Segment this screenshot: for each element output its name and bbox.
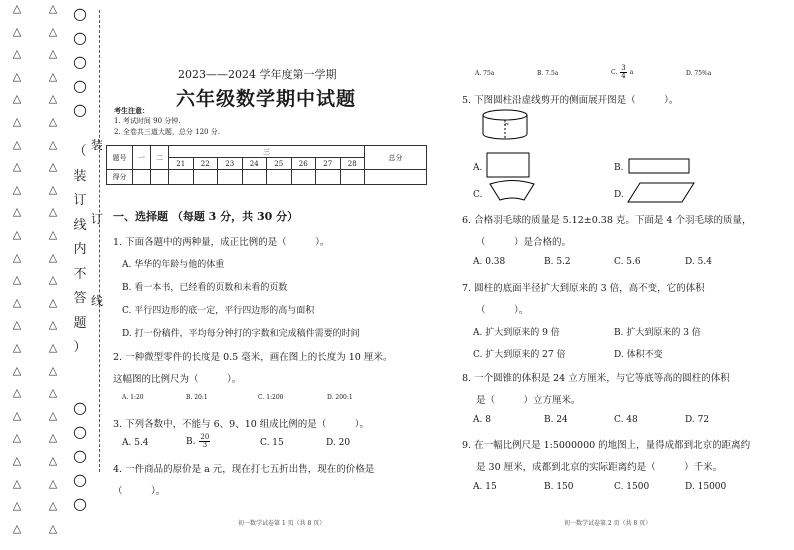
q6-option-a: A. 0.38 <box>473 257 506 267</box>
triangle-icon: △ <box>12 250 22 264</box>
q3-option-a: A. 5.4 <box>122 438 149 448</box>
margin-circles-top <box>70 2 90 122</box>
q8-option-b: B. 24 <box>544 415 568 425</box>
triangle-icon: △ <box>12 408 22 422</box>
triangle-icon: △ <box>48 341 58 354</box>
question-5: 5. 下图圆柱沿虚线剪开的侧面展开图是（ ）。 <box>462 95 679 106</box>
score-table-header: 题号 <box>107 146 133 170</box>
triangle-icon: △ <box>12 69 22 83</box>
q5-option-b: B. <box>614 163 624 173</box>
q9-option-a: A. 15 <box>473 482 497 492</box>
triangle-icon: △ <box>48 205 58 219</box>
triangle-icon: △ <box>12 476 22 490</box>
rectangle-shape <box>628 158 692 176</box>
triangle-icon: △ <box>48 92 58 106</box>
triangle-icon: △ <box>48 363 58 377</box>
q4-option-b: B. 7.5a <box>537 70 559 77</box>
section-title: 一、选择题 （每题 3 分，共 30 分） <box>113 210 299 223</box>
circle-icon: ○ <box>73 100 87 119</box>
triangle-icon: △ <box>48 250 58 264</box>
triangle-icon: △ <box>48 476 58 490</box>
notice-heading: 考生注意： <box>114 106 149 115</box>
triangle-icon: △ <box>12 499 22 513</box>
q1-option-c: C. 平行四边形的底一定，平行四边形的高与面积 <box>122 306 315 316</box>
question-7-line2: （ ）。 <box>476 305 529 316</box>
score-cell[interactable] <box>193 170 218 185</box>
page-footer-right: 初一数学试卷第 2 页（共 8 页） <box>564 520 652 527</box>
margin-circles-bottom <box>70 396 90 516</box>
q7-option-a: A. 扩大到原来的 9 倍 <box>473 328 560 338</box>
triangle-icon: △ <box>12 363 22 377</box>
triangle-icon: △ <box>12 92 22 106</box>
triangle-icon: △ <box>48 386 58 400</box>
question-8: 8. 一个圆锥的体积是 24 立方厘米，与它等底等高的圆柱的体积 <box>462 373 730 384</box>
q7-option-b: B. 扩大到原来的 3 倍 <box>614 328 701 338</box>
triangle-icon: △ <box>48 182 58 196</box>
margin-triangles-left <box>10 2 24 548</box>
question-1: 1. 下面各题中的两种量，成正比例的是（ ）。 <box>113 237 330 248</box>
triangle-icon: △ <box>48 273 58 287</box>
q1-option-b: B. 看一本书，已经看的页数和未看的页数 <box>122 283 288 293</box>
question-6: 6. 合格羽毛球的质量是 5.12±0.38 克。下面是 4 个羽毛球的质量， <box>462 215 752 226</box>
page-footer-left: 初一数学试卷第 1 页（共 8 页） <box>238 520 326 527</box>
circle-icon: ○ <box>73 28 87 47</box>
triangle-icon: △ <box>12 521 22 535</box>
triangle-icon: △ <box>12 47 22 61</box>
circle-icon: ○ <box>73 422 87 441</box>
triangle-icon: △ <box>12 318 22 332</box>
q4-option-c: C. $\frac{3}{4}$ a <box>611 64 634 80</box>
binding-dashed-line <box>99 10 100 472</box>
question-2-line2: 这幅图的比例尺为（ ）。 <box>113 374 242 385</box>
q1-option-a: A. 华华的年龄与他的体重 <box>122 260 225 270</box>
triangle-icon: △ <box>48 160 58 174</box>
margin-char-xian: 线 <box>91 294 104 308</box>
q8-option-c: C. 48 <box>614 415 638 425</box>
circle-icon: ○ <box>73 494 87 513</box>
q2-option-d: D. 200:1 <box>327 394 353 401</box>
question-3: 3. 下列各数中，不能与 6、9、10 组成比例的是（ ）。 <box>113 419 370 430</box>
q2-option-b: B. 20:1 <box>186 394 208 401</box>
triangle-icon: △ <box>12 295 22 309</box>
q4-option-d: D. 75%a <box>686 70 712 77</box>
question-4: 4. 一件商品的原价是 a 元，现在打七五折出售，现在的价格是 <box>113 464 375 475</box>
q3-option-d: D. 20 <box>326 438 351 448</box>
q6-option-c: C. 5.6 <box>614 257 641 267</box>
q9-option-b: B. 150 <box>544 482 574 492</box>
question-6-line2: （ ）是合格的。 <box>476 237 572 248</box>
q5-option-d: D. <box>614 190 624 200</box>
score-cell[interactable] <box>218 170 243 185</box>
question-9: 9. 在一幅比例尺是 1:5000000 的地图上，量得成都到北京的距离约 <box>462 440 751 451</box>
triangle-icon: △ <box>12 431 22 445</box>
triangle-icon: △ <box>48 137 58 151</box>
q7-option-c: C. 扩大到原来的 27 倍 <box>473 350 566 360</box>
notice-item: 2. 全卷共三道大题，总分 120 分. <box>114 128 220 136</box>
q3-option-b: B. $\frac{20}{3}$ <box>186 433 210 449</box>
q1-option-d: D. 打一份稿件，平均每分钟打的字数和完成稿件需要的时间 <box>122 329 360 339</box>
circle-icon: ○ <box>73 470 87 489</box>
score-cell[interactable] <box>316 170 341 185</box>
q6-option-b: B. 5.2 <box>544 257 571 267</box>
circle-icon: ○ <box>73 4 87 23</box>
triangle-icon: △ <box>48 69 58 83</box>
triangle-icon: △ <box>12 115 22 128</box>
triangle-icon: △ <box>48 115 58 128</box>
circle-icon: ○ <box>73 398 87 417</box>
q2-option-c: C. 1:200 <box>258 394 284 401</box>
triangle-icon: △ <box>12 273 22 287</box>
svg-text:✂: ✂ <box>504 121 510 128</box>
question-7: 7. 圆柱的底面半径扩大到原来的 3 倍，高不变，它的体积 <box>462 283 705 294</box>
question-9-line2: 是 30 厘米，成都到北京的实际距离约是（ ）千米。 <box>476 462 723 473</box>
score-cell[interactable] <box>151 170 169 185</box>
margin-vertical-text: （ 装 订 线 内 不 答 题 ） <box>73 144 87 355</box>
notice-item: 1. 考试时间 90 分钟. <box>114 117 181 125</box>
triangle-icon: △ <box>12 228 22 241</box>
triangle-icon: △ <box>48 228 58 241</box>
question-8-line2: 是（ ）立方厘米。 <box>476 395 581 406</box>
triangle-icon: △ <box>12 137 22 151</box>
page-title: 六年级数学期中试题 <box>176 88 357 110</box>
q4-option-a: A. 75a <box>475 70 495 77</box>
score-cell[interactable] <box>267 170 292 185</box>
triangle-icon: △ <box>48 318 58 332</box>
q3-option-c: C. 15 <box>260 438 284 448</box>
q8-option-a: A. 8 <box>473 415 491 425</box>
triangle-icon: △ <box>12 386 22 400</box>
score-cell[interactable] <box>365 170 427 185</box>
q5-option-a: A. <box>473 163 483 173</box>
triangle-icon: △ <box>12 24 22 38</box>
q7-option-d: D. 体积不变 <box>614 350 663 360</box>
score-cell[interactable] <box>242 170 267 185</box>
question-2: 2. 一种微型零件的长度是 0.5 毫米，画在图上的长度为 10 厘米。 <box>113 352 393 363</box>
q9-option-d: D. 15000 <box>685 482 727 492</box>
margin-triangles-right <box>46 2 60 548</box>
score-cell[interactable] <box>133 170 151 185</box>
margin-char-zhuang: 装 <box>91 138 104 152</box>
school-year: 2023——2024 学年度第一学期 <box>178 68 337 81</box>
triangle-icon: △ <box>48 499 58 513</box>
triangle-icon: △ <box>12 341 22 354</box>
score-cell[interactable] <box>169 170 194 185</box>
circle-icon: ○ <box>73 446 87 465</box>
triangle-icon: △ <box>48 47 58 61</box>
square-shape <box>486 152 532 180</box>
triangle-icon: △ <box>12 454 22 467</box>
circle-icon: ○ <box>73 76 87 95</box>
triangle-icon: △ <box>12 182 22 196</box>
score-table: 题号 一 二 三 总分 21 22 23 24 25 26 27 28 得分 <box>106 145 427 185</box>
sector-shape <box>488 178 538 206</box>
margin-char-ding: 订 <box>91 212 104 226</box>
question-4-line2: （ ）。 <box>113 486 166 497</box>
triangle-icon: △ <box>48 454 58 467</box>
triangle-icon: △ <box>48 24 58 38</box>
exam-notice <box>114 105 220 138</box>
triangle-icon: △ <box>48 521 58 535</box>
score-row-label: 得分 <box>107 170 133 185</box>
q6-option-d: D. 5.4 <box>685 257 712 267</box>
triangle-icon: △ <box>48 295 58 309</box>
parallelogram-shape <box>626 182 696 204</box>
triangle-icon: △ <box>48 408 58 422</box>
triangle-icon: △ <box>12 2 22 15</box>
fraction: $\frac{20}{3}$ <box>200 433 210 449</box>
q8-option-d: D. 72 <box>685 415 710 425</box>
q5-option-c: C. <box>473 190 483 200</box>
score-cell[interactable] <box>291 170 316 185</box>
fraction: $\frac{3}{4}$ <box>621 64 626 80</box>
score-cell[interactable] <box>340 170 365 185</box>
q2-option-a: A. 1:20 <box>122 394 144 401</box>
triangle-icon: △ <box>12 205 22 219</box>
cylinder-figure <box>480 108 530 144</box>
triangle-icon: △ <box>48 2 58 15</box>
triangle-icon: △ <box>12 160 22 174</box>
q9-option-c: C. 1500 <box>614 482 650 492</box>
triangle-icon: △ <box>48 431 58 445</box>
circle-icon: ○ <box>73 52 87 71</box>
